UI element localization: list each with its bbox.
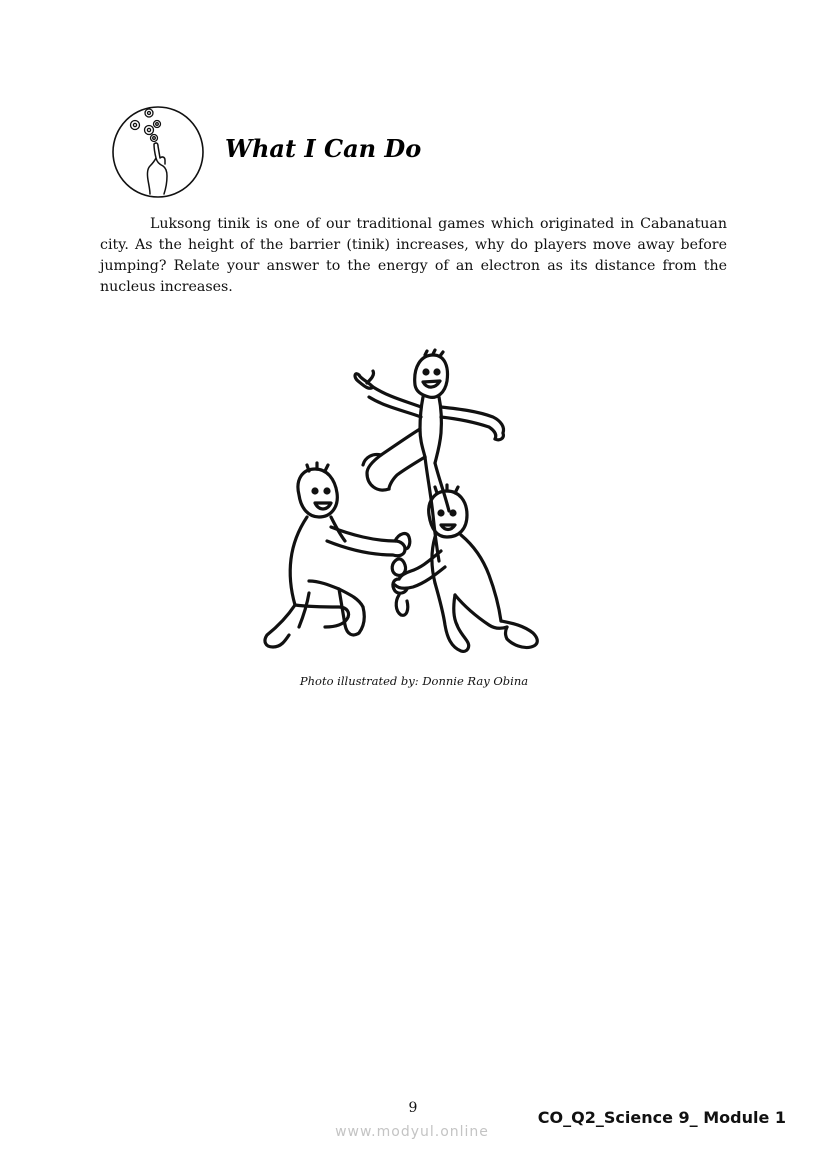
section-title: What I Can Do (225, 134, 422, 163)
watermark: www.modyul.online (335, 1124, 489, 1140)
hand-pointing-atoms-icon (110, 104, 206, 200)
page-number: 9 (408, 1100, 418, 1116)
figure-caption: Photo illustrated by: Donnie Ray Obina (299, 674, 529, 688)
activity-prompt-paragraph: Luksong tinik is one of our traditional games which originated in Cabanatuan city. As the height of the barrier (tinik) increases, why do players move away before jumping? Relate your answer to the energy of an electron as its distance from the nucleus increases. (100, 216, 727, 295)
module-code: CO_Q2_Science 9_ Module 1 (537, 1108, 786, 1127)
right-kneeling-player (392, 485, 537, 651)
luksong-tinik-players-illustration (255, 345, 555, 665)
jumping-player (355, 350, 503, 561)
